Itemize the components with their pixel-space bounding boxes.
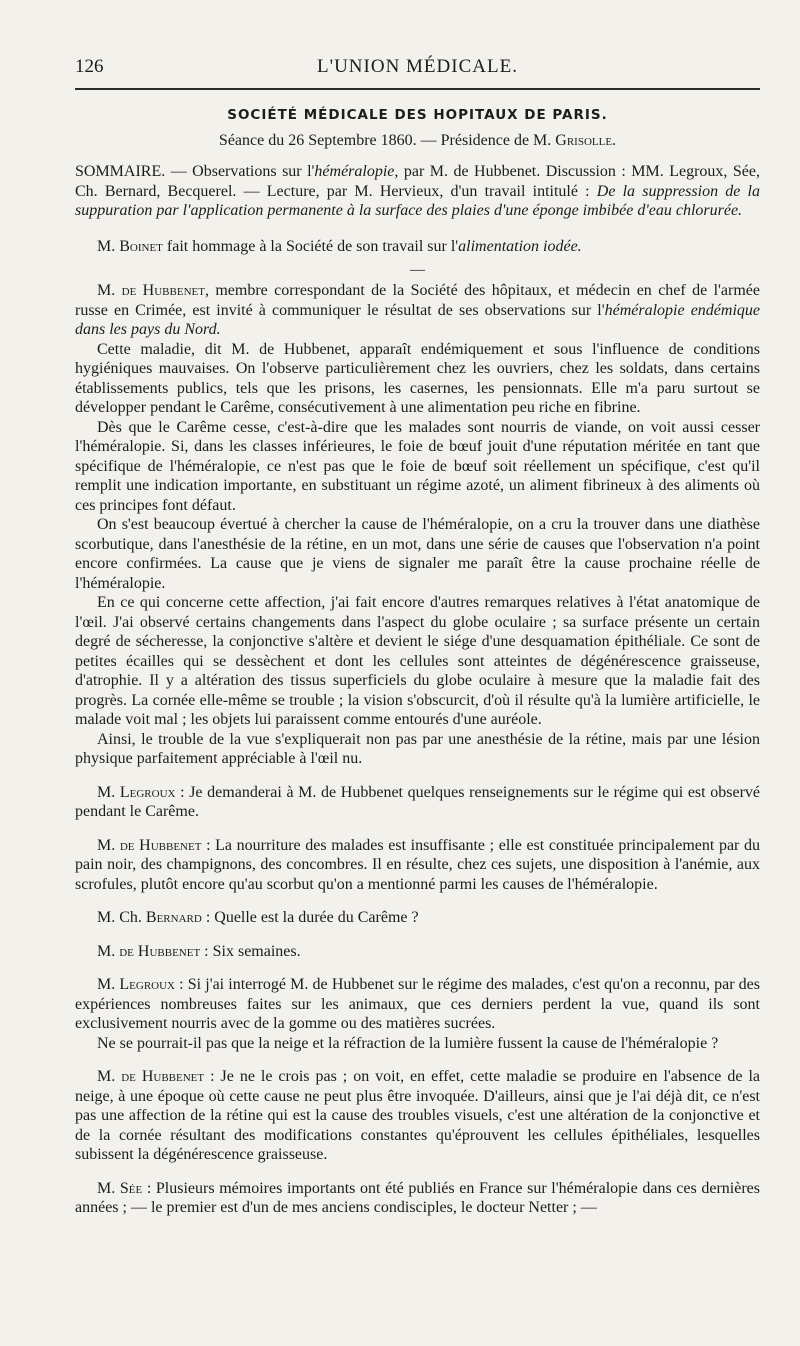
speaker-prefix: M. (97, 1179, 120, 1197)
summary-italic: héméralopie, (314, 163, 399, 180)
speaker-name: Legroux (119, 976, 175, 993)
summary-label: SOMMAIRE. (75, 163, 166, 180)
paragraph-on: On s'est beaucoup évertué à chercher la cause de l'héméralopie, on a cru la trouver dans une diathèse scorbutique, dans l'anesthésie de la rétine, en un mot, dans une série de causes que l'observation n'a point encore confirmées. La cause que je viens de signaler me paraît être la cause prochaine réelle de l'héméralopie. (75, 516, 760, 592)
paragraph-hubbenet-2 (75, 836, 760, 895)
speaker-name: de Hubbenet (119, 942, 201, 960)
society-title: SOCIÉTÉ MÉDICALE DES HOPITAUX DE PARIS. (227, 107, 608, 123)
paragraph-text: : Six semaines. (200, 942, 301, 960)
paragraph-ainsi: Ainsi, le trouble de la vue s'expliquerait non pas par une anesthésie de la rétine, mais par une lésion physique parfaitement appréciable à l'œil nu. (75, 730, 760, 767)
paragraph-text: : Quelle est la durée du Carême ? (201, 909, 419, 926)
paragraph-hubbenet-3 (75, 942, 760, 962)
paragraph-see (75, 1179, 760, 1218)
summary-text: par M. de Hubbenet. Discussion : MM. Legroux, Sée, Ch. Bernard, Becquerel. — Lecture, par M. Hervieux, d'un travail intitulé : (75, 163, 761, 200)
journal-title: L'UNION MÉDICALE. (317, 56, 518, 77)
paragraph-cette: Cette maladie, dit M. de Hubbenet, apparaît endémiquement et sous l'influence de conditions hygiéniques mauvaises. On l'observe particulièrement chez les ouvriers, chez les soldats, dans certains établissements publics, tels que les prisons, les casernes, les pensionnats. Elle m'a paru surtout se développer pendant le Carême, consécutivement à une alimentation peu riche en fibrine. (75, 340, 760, 416)
paragraph-text: : Je ne le crois pas ; on voit, en effet, cette maladie se produire en l'absence de la neige, à une époque où cette cause ne peut plus être invoquée. D'ailleurs, ainsi que je l'ai déjà dit, ce n'est pas une affection de la rétine qui est la cause des troubles visuels, c'est une altération de la conjonctive et de la cornée résultant des modifications constantes qu'éprouvent les cellules épithéliales, lesquelles subissent la dégénérescence graisseuse. (75, 1068, 760, 1163)
speaker-name: Legroux (119, 783, 176, 801)
paragraph-text: : Plusieurs mémoires importants ont été publiés en France sur l'héméralopie dans ces dernières années ; — le premier est d'un de mes anciens condisciples, le docteur Netter ; — (75, 1179, 760, 1216)
running-head (75, 52, 760, 90)
speaker-prefix: M. (97, 237, 120, 255)
speaker-name: Boinet (119, 237, 163, 255)
paragraph-boinet (75, 237, 760, 257)
seance-line (75, 132, 760, 150)
paragraph-bernard (75, 908, 760, 928)
paragraph-text: fait hommage à la Société de son travail sur l' (162, 237, 459, 255)
paragraph-ne: Ne se pourrait-il pas que la neige et la réfraction de la lumière fussent la cause de l'héméralopie ? (97, 1034, 719, 1052)
speaker-prefix: M. (97, 976, 120, 993)
speaker-prefix: M. (97, 282, 122, 299)
paragraph-italic: héméralopie endémique dans les pays du Nord. (75, 301, 761, 338)
speaker-name: Bernard (145, 909, 202, 926)
paragraph-hubbenet-4 (75, 1067, 760, 1165)
speaker-name: Sée (119, 1179, 143, 1197)
summary (75, 162, 760, 221)
speaker-prefix: M. (97, 836, 120, 854)
paragraph-italic: alimentation iodée. (458, 237, 582, 255)
summary-text: — Observations sur l' (165, 163, 315, 180)
speaker-prefix: M. Ch. (97, 909, 146, 926)
paragraph-hubbenet-intro (75, 281, 760, 340)
paragraph-en: En ce qui concerne cette affection, j'ai fait encore d'autres remarques relatives à l'état anatomique de l'œil. J'ai observé certains changements dans l'aspect du globe oculaire ; sa surface présente un certain degré de sécheresse, la conjonctive s'altère et devient le siége d'une desquamation épithéliale. Ce sont de petites écailles qui se dessèchent et dont les cellules sont atteintes de dégénérescence graisseuse, d'atrophie. Il y a altération des tissus superficiels du globe oculaire à mesure que la maladie fait des progrès. La cornée elle-même se trouble ; la vision s'obscurcit, d'où il résulte qu'à la lumière artificielle, le malade voit mal ; les objets lui paraissent comme entourés d'une auréole. (75, 594, 760, 728)
paragraph-text: : Je demanderai à M. de Hubbenet quelques renseignements sur le régime qui est observé pendant le Carême. (75, 783, 760, 820)
speaker-prefix: M. (97, 942, 120, 960)
paragraph-des: Dès que le Carême cesse, c'est-à-dire que les malades sont nourris de viande, on voit aussi cesser l'héméralopie. Si, dans les classes inférieures, le foie de bœuf jouit d'une réputation méritée en tant que spécifique de l'héméralopie, ce n'est pas que le foie de bœuf soit réellement un spécifique, c'est qu'il remplit une indication importante, en substituant un régime azoté, un aliment fibrineux à des aliments où ces principes font défaut. (75, 418, 760, 514)
speaker-prefix: M. (97, 783, 120, 801)
seance-text: Séance du 26 Septembre 1860. — Présidence de M. (218, 132, 556, 149)
paragraph-text: : Si j'ai interrogé M. de Hubbenet sur le régime des malades, c'est qu'on a reconnu, par des expériences nombreuses faites sur les animaux, que ces derniers perdent la vue, quand ils sont exclusivement nourris avec de la gomme ou des matières sucrées. (75, 976, 761, 1032)
speaker-prefix: M. (97, 1068, 122, 1085)
page-number: 126 (75, 56, 104, 77)
president-name: Grisolle. (555, 132, 617, 149)
paragraph-text: , membre correspondant de la Société des hôpitaux, et médecin en chef de l'armée russe en Crimée, est invité à communiquer le résultat de ses observations sur l' (75, 282, 761, 319)
section-separator: — (410, 262, 425, 278)
paragraph-text: : La nourriture des malades est insuffisante ; elle est constituée principalement par du pain noir, des champignons, des concombres. Il en résulte, chez ces sujets, une disposition à l'anémie, aux scrofules, plutôt encore qu'au scorbut qu'on a mentionné parmi les causes de l'héméralopie. (75, 836, 761, 893)
speaker-name: de Hubbenet (121, 282, 205, 299)
paragraph-legroux-1 (75, 783, 760, 822)
summary-italic: De la suppression de la suppuration par l'application permanente à la surface des plaies d'une éponge imbibée d'eau chlorurée. (75, 182, 760, 219)
speaker-name: de Hubbenet (121, 1068, 205, 1085)
paragraph-legroux-2 (75, 975, 760, 1034)
speaker-name: de Hubbenet (119, 836, 202, 854)
